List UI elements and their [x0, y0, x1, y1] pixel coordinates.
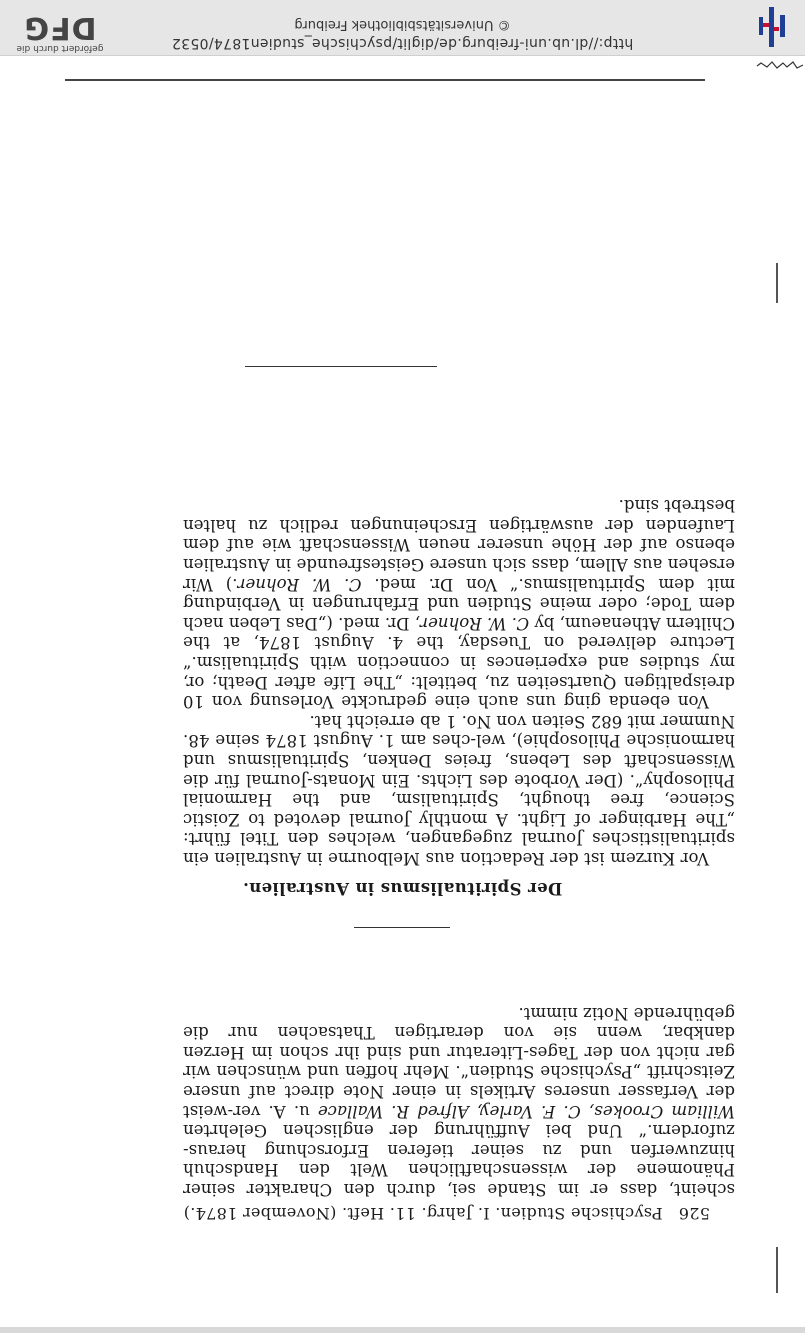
scan-edge-mark: [776, 1247, 778, 1293]
page-url-link[interactable]: http://dl.ub.uni-freiburg.de/diglit/psychische_studien1874/0532: [171, 35, 634, 51]
viewer-info: [160, 15, 645, 53]
page-number: 526: [678, 1204, 710, 1223]
dfg-wordmark: DFG: [23, 10, 97, 45]
author-name: C. W. Rohner: [237, 574, 362, 594]
viewer-footer-band: [0, 0, 805, 56]
article-body: [183, 496, 735, 868]
article-paragraph-2: Von ebenda ging uns auch eine gedruckte Vorlesung von 10 dreispaltigen Quartseiten zu, betitelt: „The Life after Death; or, my studies and experiences in connection with Spiritualism.“ Lecture delivered on Tuesday, the 4. August 1874, at the Chiltern Athenaeum, by C. W. Rohner, Dr. med. („Das Leben nach dem Tode; oder meine Studien und Erfahrungen in Verbindung mit dem Spiritualismus.“ Von Dr. med. C. W. Rohner.) Wir ersehen aus Allem, dass sich unsere Geistesfreunde in Australien ebenso auf der Höhe unserer neuen Wissenschaft wie auf dem Laufenden der auswärtigen Erscheinungen redlich zu halten bestrebt sind.: [182, 496, 735, 712]
dfg-logo: [10, 11, 110, 53]
dfg-caption: gefördert durch die: [16, 43, 104, 53]
scan-edge-mark: [776, 263, 778, 303]
continued-text: scheint, dass er im Stande sei, durch den Charakter seiner Phänomene der wissenschaftlichen Welt den Handschuh hinzuwerfen und zu seiner tieferen Erforschung heraus-zufordern.“ Und bei Aufführung der englischen Gelehrten: [183, 1121, 735, 1199]
continued-rest: u. A. ver-weist der Verfasser unseres Artikels in einer Note direct auf unsere Zeitschrift „Psychische Studien“. Mehr hoffen und wünschen wir gar nicht von der Tages-Literatur und sind ihr schon im Herzen dankbar, wenn sie von derartigen Thatsachen nur die gebührende Notiz nimmt.: [183, 1003, 735, 1121]
ub-freiburg-logo-icon: [749, 5, 793, 49]
author-name: C. W. Rohner: [420, 613, 530, 633]
article-title: Der Spiritualismus in Australien.: [242, 879, 563, 898]
article-end-rule: [245, 366, 437, 367]
section-divider: [354, 927, 450, 928]
scan-noise-mark: [755, 59, 805, 71]
running-head-text: Psychische Studien. I. Jahrg. 11. Heft. (November 1874.): [183, 1204, 663, 1223]
article-paragraph-1: Vor Kurzem ist der Redaction aus Melbourne in Australien ein spiritualistisches Journal zugegangen, welches den Titel führt: „The Harbinger of Light. A monthly Journal devoted to Zoistic Science, free thought, Spiritualism, and the Harmonial Philosophy“. (Der Vorbote des Lichts. Ein Monats-Journal für die Wissenschaft des Lebens, freies Denken, Spiritualismus und harmonische Philosophie), wel-ches am 1. August 1874 seine 48. Nummer mit 682 Seiten von No. 1 ab erreicht hat.: [183, 711, 735, 868]
running-head: [110, 1204, 710, 1223]
copyright-text: © Universitätsbibliothek Freiburg: [294, 17, 511, 32]
page-bottom-rule: [65, 79, 705, 81]
continued-paragraph: [183, 1003, 735, 1199]
scientist-names: William Crookes, C. F. Varley, Alfred R. Wallace: [317, 1101, 735, 1121]
